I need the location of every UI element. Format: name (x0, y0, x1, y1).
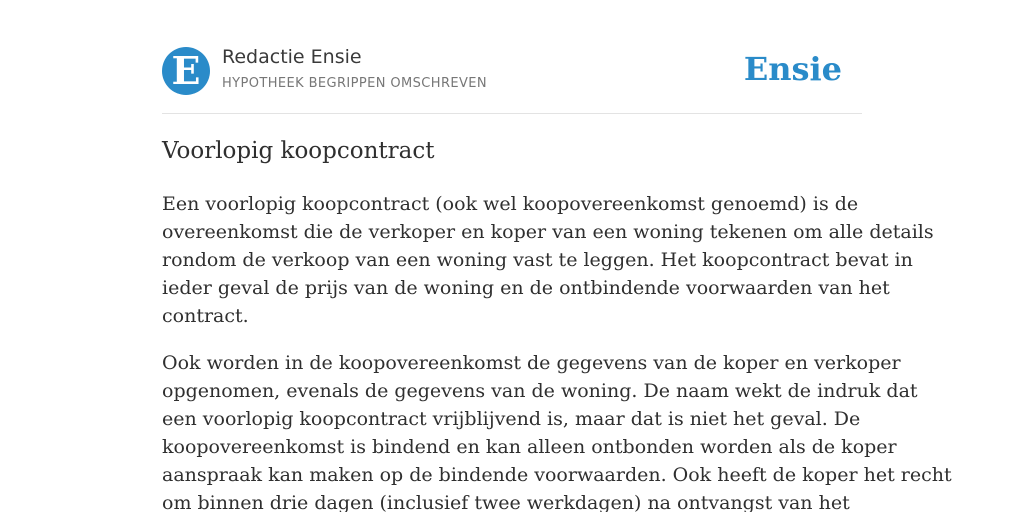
paragraph-line: rondom de verkoop van een woning vast te leggen. Het koopcontract bevat in (162, 249, 913, 271)
ensie-logo-avatar[interactable]: E (162, 47, 210, 95)
paragraph-line: om binnen drie dagen (inclusief twee werkdagen) na ontvangst van het (162, 492, 850, 512)
article-header (162, 46, 862, 96)
paragraph-line: contract. (162, 305, 249, 327)
category-label[interactable]: HYPOTHEEK BEGRIPPEN OMSCHREVEN (222, 76, 488, 91)
paragraph-line: overeenkomst die de verkoper en koper van een woning tekenen om alle details (162, 221, 934, 243)
article-title: Voorlopig koopcontract (162, 138, 435, 164)
header-divider (162, 113, 862, 114)
paragraph-2 (162, 349, 952, 512)
paragraph-line: Ook worden in de koopovereenkomst de gegevens van de koper en verkoper (162, 352, 901, 374)
paragraph-line: opgenomen, evenals de gegevens van de woning. De naam wekt de indruk dat (162, 380, 918, 402)
paragraph-1 (162, 190, 934, 330)
paragraph-line: Een voorlopig koopcontract (ook wel koopovereenkomst genoemd) is de (162, 193, 859, 215)
paragraph-line: aanspraak kan maken op de bindende voorwaarden. Ook heeft de koper het recht (162, 464, 952, 486)
paragraph-line: ieder geval de prijs van de woning en de ontbindende voorwaarden van het (162, 277, 890, 299)
paragraph-line: koopovereenkomst is bindend en kan alleen ontbonden worden als de koper (162, 436, 897, 458)
ensie-brand-logo[interactable]: Ensie (743, 50, 842, 88)
article-body (162, 190, 952, 512)
author-name[interactable]: Redactie Ensie (222, 46, 362, 68)
paragraph-line: een voorlopig koopcontract vrijblijvend is, maar dat is niet het geval. De (162, 408, 861, 430)
